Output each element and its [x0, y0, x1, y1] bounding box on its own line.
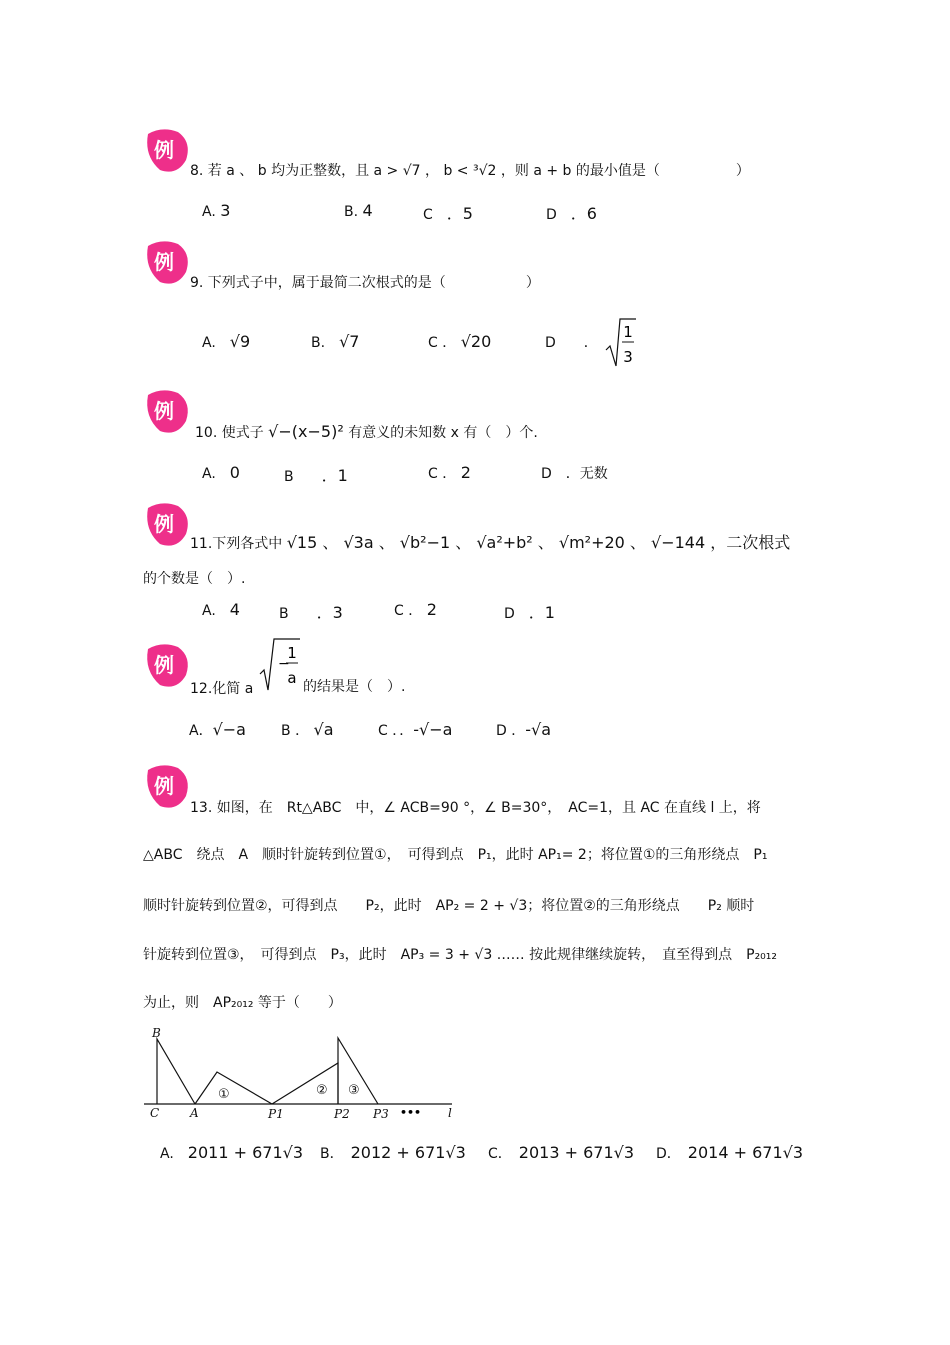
- svg-text:−: −: [278, 656, 290, 672]
- q13-line3: 顺时针旋转到位置②，可得到点 P₂，此时 AP₂ = 2 + √3；将位置②的三角形绕点 P₂ 顺时: [143, 898, 755, 914]
- circle-label-3: ③: [348, 1083, 360, 1098]
- q12-option-b: B ． √a: [281, 720, 334, 739]
- q10-option-b: B ．1: [284, 466, 348, 485]
- example-badge-icon: [142, 762, 192, 812]
- example-badge-icon: [142, 500, 192, 550]
- q13-line5: 为止，则 AP₂₀₁₂ 等于（ ）: [143, 995, 342, 1011]
- circle-label-2: ②: [316, 1083, 328, 1098]
- q13-option-d: D． 2014 + 671√3: [656, 1143, 803, 1162]
- example-badge-icon: [142, 238, 192, 288]
- svg-text:例: 例: [154, 653, 174, 677]
- q9-option-d: D ．: [545, 335, 598, 351]
- q11-stem-line2: 的个数是（ ）.: [143, 571, 246, 587]
- q12-stem-tail: 的结果是（ ）.: [303, 679, 406, 695]
- svg-text:例: 例: [154, 399, 174, 423]
- q11-option-a: A. 4: [202, 600, 240, 619]
- q13-option-a: A. 2011 + 671√3: [160, 1143, 303, 1162]
- q11-option-d: D ．1: [504, 603, 555, 622]
- q9-frac-num: 1: [623, 323, 633, 341]
- q10-stem: [195, 422, 538, 442]
- label-b: B: [152, 1026, 161, 1040]
- q9-frac-den: 3: [623, 348, 633, 366]
- label-p1: P1: [268, 1107, 284, 1121]
- q13-rotation-diagram: [144, 1022, 460, 1122]
- q9-option-c: C ． √20: [428, 332, 492, 351]
- q13-line4: 针旋转到位置③， 可得到点 P₃，此时 AP₃ = 3 + √3 …… 按此规律继续旋转， 直至得到点 P₂₀₁₂: [143, 947, 778, 963]
- q9-stem-close: ）: [525, 275, 540, 291]
- q11-stem: [190, 530, 790, 553]
- q12-frac-num: 1: [287, 644, 297, 662]
- q12-option-c: C ．．-√−a: [378, 720, 453, 739]
- label-p2: P2: [334, 1107, 350, 1121]
- q13-option-b: B． 2012 + 671√3: [320, 1143, 466, 1162]
- example-badge-icon: [142, 387, 192, 437]
- circle-label-1: ①: [218, 1087, 230, 1102]
- q9-sqrt-fraction: [604, 316, 638, 368]
- q11-option-b: B ．3: [279, 603, 343, 622]
- q13-line1: 13. 如图，在 Rt△ABC 中，∠ ACB=90 °，∠ B=30°， AC=1，且 AC 在直线 l 上，将: [190, 800, 761, 816]
- q10-expression: √−(x−5)²: [268, 422, 344, 441]
- q8-option-d: D ．6: [546, 204, 597, 223]
- label-l: l: [448, 1106, 452, 1120]
- q10-option-c: C ． 2: [428, 463, 471, 482]
- q12-sqrt-fraction: [258, 636, 306, 694]
- q9-option-a: A. √9: [202, 332, 251, 351]
- q12-stem-lead: 12.化简 a: [190, 681, 254, 697]
- q10-option-d: D ．无数: [541, 466, 608, 482]
- q13-option-c: C． 2013 + 671√3: [488, 1143, 634, 1162]
- q8-option-a: A. 3: [202, 201, 231, 220]
- svg-text:例: 例: [154, 512, 174, 536]
- q10-option-a: A. 0: [202, 463, 240, 482]
- q8-stem-close: ）: [735, 163, 750, 179]
- q11-option-c: C ． 2: [394, 600, 437, 619]
- q12-frac-den: a: [287, 669, 297, 687]
- example-badge-icon: [142, 126, 192, 176]
- q10-stem-tail: x 有（ ）个.: [450, 425, 538, 441]
- label-c: C: [150, 1106, 160, 1120]
- q9-stem: [190, 272, 540, 292]
- q12-option-a: A．√−a: [189, 720, 246, 739]
- q9-stem-text: 9. 下列式子中，属于最简二次根式的是（: [190, 275, 446, 291]
- label-a: A: [190, 1106, 199, 1120]
- q9-option-b: B. √7: [311, 332, 360, 351]
- q8-option-c: C ．5: [423, 204, 473, 223]
- q13-line2: △ABC 绕点 A 顺时针旋转到位置①， 可得到点 P₁，此时 AP₁= 2；将位置①的三角形绕点 P₁: [143, 847, 768, 863]
- svg-text:例: 例: [154, 138, 174, 162]
- label-p3: P3: [373, 1107, 389, 1121]
- example-badge-icon: [142, 641, 192, 691]
- q12-option-d: D ．-√a: [496, 720, 552, 739]
- q8-stem: [190, 160, 750, 180]
- q10-stem-lead: 10. 使式子: [195, 425, 264, 441]
- q11-expression: √15 、 √3a 、 √b²−1 、 √a²+b² 、 √m²+20 、 √−144 ，二次根式: [286, 533, 791, 552]
- label-ellipsis: •••: [400, 1106, 422, 1119]
- q8-option-b: B. 4: [344, 201, 373, 220]
- q11-stem-lead: 11.下列各式中: [190, 536, 283, 552]
- q10-stem-mid: 有意义的未知数: [348, 425, 447, 441]
- q8-stem-text: 8. 若 a 、 b 均为正整数，且 a > √7 ， b < ³√2 ，则 a + b 的最小值是（: [190, 163, 660, 179]
- svg-text:例: 例: [154, 250, 174, 274]
- svg-text:例: 例: [154, 774, 174, 798]
